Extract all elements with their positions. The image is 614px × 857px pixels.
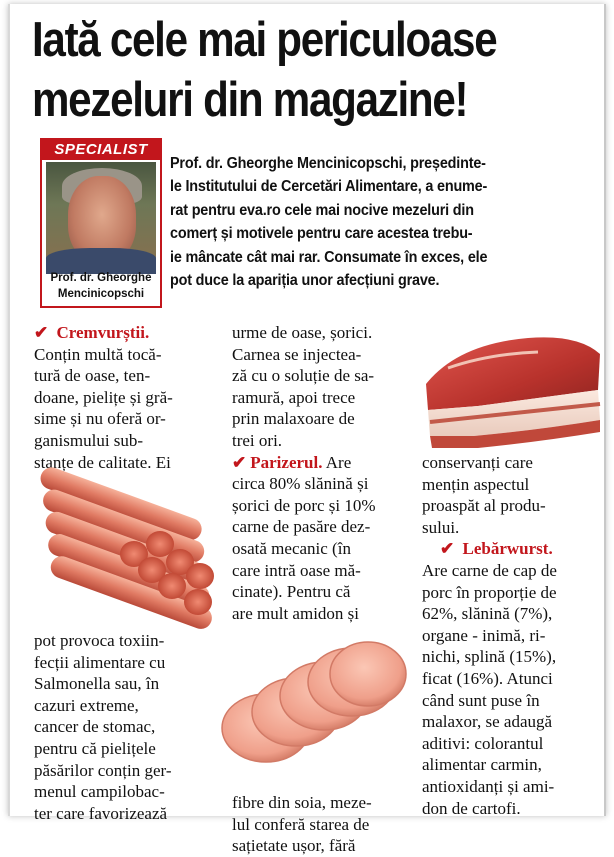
sausages-icon	[30, 478, 226, 626]
body-line: are mult amidon și	[232, 603, 360, 623]
intro-paragraph	[170, 152, 600, 292]
body-line: ză cu o soluție de sa-	[232, 366, 375, 386]
body-line: menul campilobac-	[34, 782, 165, 802]
section-heading-cremvurstii	[34, 322, 224, 344]
column-2-top	[232, 322, 412, 624]
body-line: cancer de stomac,	[34, 717, 156, 737]
body-line: trei ori.	[232, 430, 283, 450]
body-line: organe - inimă, ri-	[422, 625, 546, 645]
body-line: mențin aspectul	[422, 474, 530, 494]
body-line: Are carne de cap de	[422, 560, 557, 580]
body-line: antioxidanți și ami-	[422, 776, 555, 796]
body-line: circa 80% slănină și	[232, 474, 369, 494]
column-1-bottom	[34, 630, 224, 824]
column-2-bottom	[232, 792, 412, 857]
body-line: Salmonella sau, în	[34, 674, 160, 694]
body-line: fecții alimentare cu	[34, 652, 166, 672]
body-line: ganismului sub-	[34, 430, 144, 450]
headline	[32, 10, 514, 130]
body-line: ter care favorizează	[34, 803, 168, 823]
body-line: porc în proporție de	[422, 582, 557, 602]
body-line: pentru că pielițele	[34, 738, 156, 758]
column-3	[422, 452, 602, 819]
body-line: ramură, apoi trece	[232, 387, 356, 407]
specialist-label: SPECIALIST	[42, 140, 160, 160]
intro-line: comerț și motivele pentru care acestea trebu-	[170, 225, 473, 243]
heading-tail: Are	[322, 452, 352, 472]
parizer-slices-photo	[218, 630, 408, 770]
body-line: 62%, slănină (7%),	[422, 604, 553, 624]
section-heading-lebarwurst	[422, 538, 602, 560]
body-line: nichi, splină (15%),	[422, 647, 557, 667]
body-line: conservanți care	[422, 453, 533, 472]
intro-line: ie mâncate cât mai rar. Consumate în exces, ele	[170, 248, 488, 266]
section-heading-parizerul	[232, 452, 412, 474]
column-1-top	[34, 322, 224, 473]
intro-line: Prof. dr. Gheorghe Mencinicopschi, președinte-	[170, 155, 486, 172]
article-clipping	[8, 4, 606, 856]
body-line: care intră oase mă-	[232, 560, 361, 580]
check-icon: ✔	[440, 539, 455, 559]
heading-parizerul: Parizerul.	[250, 452, 323, 472]
body-line: ficat (16%). Atunci	[422, 668, 553, 688]
body-line: cazuri extreme,	[34, 695, 139, 715]
sausages-photo	[30, 478, 226, 626]
body-line: don de cartofi.	[422, 798, 521, 818]
intro-line: pot duce la apariția unor afecțiuni grave.	[170, 272, 440, 290]
body-line: proaspăt al produ-	[422, 496, 546, 516]
body-line: tură de oase, ten-	[34, 366, 151, 386]
body-line: păsărilor conțin ger-	[34, 760, 172, 780]
body-line: sațietate ușor, fără	[232, 836, 356, 856]
body-line: carne de pasăre dez-	[232, 517, 371, 537]
intro-line: le Institutului de Cercetări Alimentare, a enume-	[170, 178, 488, 196]
specialist-box	[40, 138, 162, 308]
body-line: prin malaxoare de	[232, 409, 355, 429]
check-icon: ✔	[34, 323, 49, 342]
body-line: Carnea se injectea-	[232, 344, 362, 364]
body-line: cinate). Pentru că	[232, 582, 351, 602]
headline-line-1: Iată cele mai periculoase	[32, 13, 497, 67]
headline-line-2: mezeluri din magazine!	[32, 73, 468, 127]
body-line: stanțe de calitate. Ei	[34, 452, 171, 472]
body-line: aditivi: colorantul	[422, 733, 544, 753]
specialist-caption-line-1: Prof. dr. Gheorghe	[50, 272, 152, 284]
body-line: sime și nu oferă or-	[34, 409, 166, 429]
body-line: Conțin multă tocă-	[34, 344, 162, 364]
body-line: osată mecanic (în	[232, 538, 351, 558]
bacon-slab-photo	[418, 324, 604, 454]
body-line: alimentar carmin,	[422, 755, 542, 775]
parizer-slices-icon	[218, 630, 408, 770]
heading-lebarwurst: Lebărwurst.	[462, 539, 553, 559]
body-line: doane, pielițe și gră-	[34, 387, 173, 407]
body-line: sului.	[422, 517, 460, 537]
intro-line: rat pentru eva.ro cele mai nocive mezeluri din	[170, 201, 474, 219]
check-icon: ✔	[232, 452, 247, 472]
specialist-caption	[42, 270, 160, 302]
body-line: șorici de porc și 10%	[232, 495, 376, 515]
bacon-slab-icon	[418, 324, 604, 454]
body-line: urme de oase, șorici.	[232, 323, 373, 342]
portrait-photo	[46, 162, 156, 268]
body-line: malaxor, se adaugă	[422, 712, 553, 732]
specialist-caption-line-2: Mencinicopschi	[57, 288, 145, 300]
heading-cremvurstii: Cremvurștii.	[56, 323, 150, 342]
body-line: pot provoca toxiin-	[34, 631, 165, 650]
body-line: când sunt puse în	[422, 690, 540, 710]
body-line: lul conferă starea de	[232, 814, 370, 834]
body-line: fibre din soia, meze-	[232, 793, 372, 812]
